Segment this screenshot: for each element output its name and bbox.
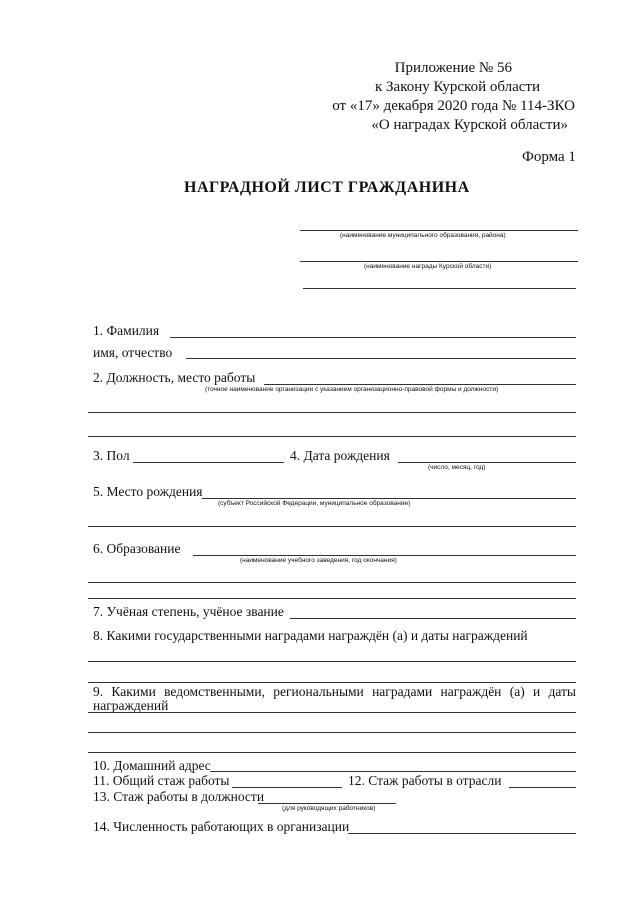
birth-date-label: 4. Дата рождения <box>290 448 390 463</box>
law-date: от «17» декабря 2020 года № 114-ЗКО <box>332 98 575 114</box>
award-name-line[interactable] <box>300 261 578 262</box>
degree-field[interactable] <box>290 618 576 619</box>
employee-count-label: 14. Численность работающих в организации <box>93 819 350 834</box>
education-field[interactable] <box>193 555 576 556</box>
managers-only-caption: (для руководящих работников) <box>282 805 376 812</box>
industry-experience-label: 12. Стаж работы в отрасли <box>348 773 502 788</box>
extra-line[interactable] <box>303 288 576 289</box>
position-experience-label: 13. Стаж работы в должности <box>93 789 265 804</box>
law-reference: к Закону Курской области <box>375 79 540 95</box>
state-awards-field[interactable] <box>88 661 576 662</box>
position-experience-field[interactable] <box>258 803 396 804</box>
gender-field[interactable] <box>133 462 284 463</box>
dept-awards-label-line2: награждений <box>93 698 169 713</box>
employee-count-field[interactable] <box>348 833 576 834</box>
degree-label: 7. Учёная степень, учёное звание <box>93 604 284 619</box>
birth-date-caption: (число, месяц, год) <box>428 464 486 471</box>
surname-field[interactable] <box>170 337 576 338</box>
position-field-2[interactable] <box>88 412 576 413</box>
state-awards-field-2[interactable] <box>88 682 576 683</box>
law-title: «О наградах Курской области» <box>371 117 568 133</box>
position-label: 2. Должность, место работы <box>93 370 256 385</box>
document-title: НАГРАДНОЙ ЛИСТ ГРАЖДАНИНА <box>184 179 470 196</box>
dept-awards-label-line1: 9. Какими ведомственными, региональными наградами награждён (а) и даты <box>93 684 576 699</box>
home-address-label: 10. Домашний адрес <box>93 758 211 773</box>
dept-awards-field[interactable] <box>88 712 576 713</box>
name-patronymic-field[interactable] <box>186 358 576 359</box>
position-field[interactable] <box>264 384 576 385</box>
dept-awards-field-3[interactable] <box>88 752 576 753</box>
education-label: 6. Образование <box>93 541 181 556</box>
education-caption: (наименование учебного заведения, год окончания) <box>240 557 397 564</box>
award-name-caption: (наименование награды Курской области) <box>364 263 492 270</box>
appendix-number: Приложение № 56 <box>394 60 512 76</box>
dept-awards-label <box>93 684 576 699</box>
industry-experience-field[interactable] <box>509 787 576 788</box>
form-label: Форма 1 <box>522 149 576 165</box>
position-field-3[interactable] <box>88 436 576 437</box>
municipality-caption: (наименование муниципального образования, района) <box>340 232 506 239</box>
surname-label: 1. Фамилия <box>93 323 160 338</box>
municipality-line[interactable] <box>300 230 578 231</box>
birth-place-caption: (субъект Российской Федерации, муниципальное образование) <box>218 500 411 507</box>
name-patronymic-label: имя, отчество <box>93 345 173 360</box>
dept-awards-field-2[interactable] <box>88 732 576 733</box>
birth-date-field[interactable] <box>398 462 576 463</box>
workplace-caption: (точное наименование организации с указанием организационно-правовой формы и должности) <box>205 386 499 393</box>
education-field-3[interactable] <box>88 598 576 599</box>
gender-label: 3. Пол <box>93 448 130 463</box>
total-experience-field[interactable] <box>232 787 342 788</box>
birth-place-field[interactable] <box>202 498 576 499</box>
state-awards-label: 8. Какими государственными наградами награждён (а) и даты награждений <box>93 628 528 643</box>
birth-place-field-2[interactable] <box>88 526 576 527</box>
total-experience-label: 11. Общий стаж работы <box>93 773 230 788</box>
home-address-field[interactable] <box>210 771 576 772</box>
education-field-2[interactable] <box>88 582 576 583</box>
birth-place-label: 5. Место рождения <box>93 484 203 499</box>
